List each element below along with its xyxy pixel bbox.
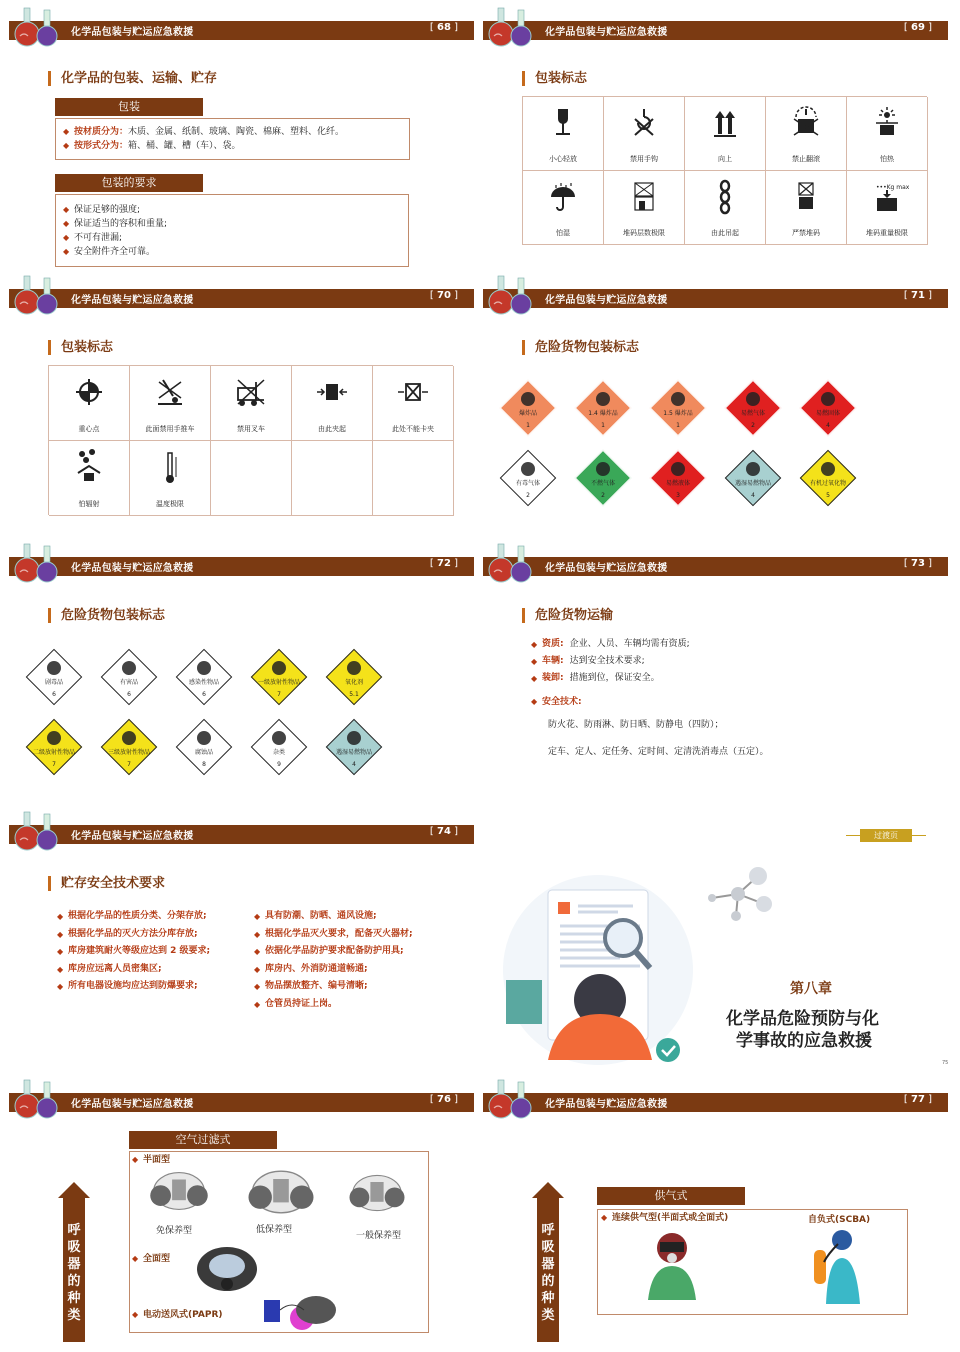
list-item: ◆ 物品摆放整齐、编号清晰; — [253, 978, 468, 996]
side-title-bar: 呼吸器的种类 — [63, 1196, 85, 1342]
mark-caption: 此面禁用手推车 — [145, 425, 195, 433]
hazard-class-number: 7 — [277, 691, 281, 698]
hazard-label: 感染性物品 — [188, 679, 219, 686]
papr-unit-icon — [262, 1284, 342, 1338]
mark-cell — [685, 171, 766, 245]
header-title: 化学品包装与贮运应急救援 — [545, 27, 668, 38]
mark-caption: 向上 — [718, 155, 732, 163]
header-bar — [9, 289, 474, 308]
hazard-symbol-icon — [347, 731, 361, 745]
hazard-label: 有机过氧化物 — [809, 480, 846, 487]
mark-caption: 此处不能卡夹 — [392, 425, 434, 433]
mark-caption: 由此吊起 — [711, 229, 739, 237]
mark-caption: 怕辐射 — [78, 500, 100, 508]
slide-70 — [0, 268, 474, 534]
hazard-class-number: 5 — [826, 492, 830, 499]
hazard-symbol-icon — [197, 661, 211, 675]
full-face-mask-icon — [192, 1244, 262, 1298]
hazard-class-number: 4 — [352, 761, 356, 768]
mark-caption: 温度极限 — [156, 500, 184, 508]
hazard-sign — [101, 719, 157, 775]
list-item — [530, 653, 930, 670]
list-item: ◆ 库房建筑耐火等级应达到 2 级要求; — [56, 943, 256, 961]
item-value: 措施到位，保证安全。 — [569, 673, 660, 683]
hazard-label: 三级放射性物品 — [107, 749, 150, 756]
hazard-symbol-icon — [671, 392, 685, 406]
mark-caption: 禁止翻滚 — [792, 155, 820, 163]
mark-cell — [373, 441, 454, 516]
mark-cell — [523, 97, 604, 171]
slide-heading: 危险货物运输 — [522, 608, 613, 623]
slide-number: [ 72 ] — [430, 558, 458, 569]
chapter-title-line-2: 学事故的应急救援 — [736, 1031, 872, 1051]
slide-73 — [474, 536, 948, 802]
list-item — [62, 139, 403, 153]
hazard-class-number: 1 — [601, 422, 605, 429]
hazard-symbol-icon — [596, 462, 610, 476]
hazard-symbol-icon — [821, 462, 835, 476]
item-key: 资质: — [542, 639, 564, 649]
category-label: ◆ 全面型 — [131, 1252, 170, 1266]
hazard-class-number: 6 — [52, 691, 56, 698]
mark-cell — [766, 97, 847, 171]
header-title: 化学品包装与贮运应急救援 — [71, 1099, 194, 1110]
list-item: ◆ 仓管员持证上岗。 — [253, 996, 468, 1014]
hazard-sign — [176, 719, 232, 775]
header-bar — [483, 557, 948, 576]
storage-list-left — [56, 908, 256, 996]
slide-heading: 包装标志 — [48, 340, 113, 355]
hazard-sign — [176, 649, 232, 705]
mark-cell — [604, 171, 685, 245]
item-key: 车辆: — [542, 656, 564, 666]
list-item — [530, 670, 930, 687]
list-item: ◆ 库房应远离人员密集区; — [56, 961, 256, 979]
hazard-symbol-icon — [122, 661, 136, 675]
mark-caption: 怕热 — [880, 155, 894, 163]
slide-heading: 危险货物包装标志 — [48, 608, 165, 623]
hazard-class-number: 1 — [526, 422, 530, 429]
header-title: 化学品包装与贮运应急救援 — [71, 27, 194, 38]
hazard-class-number: 5.1 — [349, 691, 359, 698]
header-bar — [483, 21, 948, 40]
hazard-class-number: 7 — [52, 761, 56, 768]
storage-list-right — [253, 908, 468, 1013]
hazard-class-number: 9 — [277, 761, 281, 768]
list-item: ◆ 根据化学品的灭火方法分库存放; — [56, 926, 256, 944]
respirator-label: 一般保养型 — [356, 1231, 402, 1241]
hazard-label: 氧化剂 — [344, 679, 363, 686]
mark-caption: 怕湿 — [556, 229, 570, 237]
mark-cell — [292, 441, 373, 516]
hazard-class-number: 6 — [202, 691, 206, 698]
hazard-symbol-icon — [272, 731, 286, 745]
hazard-label: 遇湿易燃物品 — [734, 480, 771, 487]
hazard-sign — [251, 719, 307, 775]
header-title: 化学品包装与贮运应急救援 — [545, 1099, 668, 1110]
hazard-sign — [326, 649, 382, 705]
package-marks-grid — [522, 96, 927, 245]
hazard-symbol-icon — [821, 392, 835, 406]
hazard-symbol-icon — [272, 661, 286, 675]
hazard-class-number: 7 — [127, 761, 131, 768]
mark-caption: 堆码重量极限 — [866, 229, 908, 237]
mark-cell — [685, 97, 766, 171]
hazard-sign — [575, 450, 631, 506]
list-item: ◆ 不可有泄漏; — [62, 231, 402, 245]
mark-cell — [49, 441, 130, 516]
slide-heading: 贮存安全技术要求 — [48, 876, 165, 891]
list-item: ◆ 依据化学品防护要求配备防护用具; — [253, 943, 468, 961]
flask-logo-icon — [492, 1078, 542, 1120]
item-key: 按材质分为： — [74, 127, 129, 137]
header-title: 化学品包装与贮运应急救援 — [545, 295, 668, 306]
list-item: ◆ 具有防潮、防晒、通风设施; — [253, 908, 468, 926]
hazard-sign — [575, 380, 631, 436]
mark-cell — [373, 366, 454, 441]
slide-number: [ 74 ] — [430, 826, 458, 837]
mark-cell — [604, 97, 685, 171]
transport-list — [530, 636, 930, 757]
hazard-sign — [101, 649, 157, 705]
scba-label: 自负式(SCBA) — [808, 1215, 871, 1225]
mark-cell — [211, 366, 292, 441]
mark-caption: 禁用叉车 — [237, 425, 265, 433]
hazard-sign — [26, 719, 82, 775]
hazard-label: 易燃固体 — [815, 410, 840, 417]
flask-logo-icon — [492, 6, 542, 48]
slide-75 — [474, 804, 948, 1070]
hazard-sign — [800, 380, 856, 436]
list-item: ◆ 根据化学品的性质分类、分架存放; — [56, 908, 256, 926]
category-label: ◆ 半面型 — [131, 1153, 170, 1167]
mark-caption: 小心轻放 — [549, 155, 577, 163]
side-title-bar: 呼吸器的种类 — [537, 1196, 559, 1342]
hazard-label: 有毒气体 — [515, 480, 540, 487]
header-bar — [9, 21, 474, 40]
header-bar — [9, 557, 474, 576]
hazard-class-number: 6 — [127, 691, 131, 698]
list-item — [530, 695, 930, 709]
list-item: ◆ 安全附件齐全可靠。 — [62, 245, 402, 259]
hazard-sign — [725, 380, 781, 436]
slide-76 — [0, 1072, 474, 1338]
slide-number: [ 71 ] — [904, 290, 932, 301]
svg-text:•••Kg max: •••Kg max — [876, 184, 910, 191]
hazard-symbol-icon — [47, 731, 61, 745]
hazard-sign — [650, 450, 706, 506]
section-tag-requirements: 包装的要求 — [55, 174, 203, 192]
scba-firefighter-icon — [808, 1226, 868, 1308]
hazard-label: 腐蚀品 — [194, 749, 213, 756]
slide-71 — [474, 268, 948, 534]
mark-caption: 堆码层数极限 — [623, 229, 665, 237]
hazard-class-number: 2 — [751, 422, 755, 429]
hazard-sign — [26, 649, 82, 705]
mark-cell — [766, 171, 847, 245]
hazard-sign — [725, 450, 781, 506]
hazard-label: 杂类 — [272, 749, 285, 756]
chapter-number: 第八章 — [790, 981, 832, 997]
header-title: 化学品包装与贮运应急救援 — [71, 831, 194, 842]
hazard-symbol-icon — [671, 462, 685, 476]
hazard-label: 1.4 爆炸品 — [588, 410, 618, 417]
item-key: 装卸: — [542, 673, 564, 683]
category-label: ◆ 电动送风式(PAPR) — [131, 1308, 223, 1322]
hazard-symbol-icon — [347, 661, 361, 675]
mark-caption: 禁用手钩 — [630, 155, 658, 163]
header-title: 化学品包装与贮运应急救援 — [71, 563, 194, 574]
hazard-label: 遇湿易燃物品 — [335, 749, 372, 756]
mark-cell — [49, 366, 130, 441]
hazard-symbol-icon — [122, 731, 136, 745]
list-item — [530, 636, 930, 653]
hazard-label: 有害品 — [119, 679, 138, 686]
requirements-box — [55, 194, 409, 267]
packaging-box — [55, 118, 410, 160]
hazard-symbol-icon — [197, 731, 211, 745]
section-tag-air-filter: 空气过滤式 — [129, 1131, 277, 1149]
item-value: 达到安全技术要求; — [569, 656, 645, 666]
list-item: ◆ 所有电器设施均应达到防爆要求; — [56, 978, 256, 996]
slide-heading: 包装标志 — [522, 71, 587, 86]
hazard-symbol-icon — [521, 462, 535, 476]
hazard-sign — [251, 649, 307, 705]
hazard-sign — [650, 380, 706, 436]
list-item: ◆ 库房内、外消防通道畅通; — [253, 961, 468, 979]
item-value: 木质、金属、纸制、玻璃、陶瓷、棉麻、塑料、化纤。 — [128, 127, 345, 137]
list-item — [62, 125, 403, 139]
header-bar — [9, 825, 474, 844]
flask-logo-icon — [18, 6, 68, 48]
mark-cell — [211, 441, 292, 516]
hazard-sign — [326, 719, 382, 775]
header-bar — [483, 1093, 948, 1112]
flask-logo-icon — [18, 274, 68, 316]
hazard-class-number: 2 — [601, 492, 605, 499]
package-marks-grid — [48, 365, 453, 515]
item-value: 企业、人员、车辆均需有资质; — [569, 639, 690, 649]
list-item: ◆ 保证适当的容积和重量; — [62, 217, 402, 231]
slide-number: [ 70 ] — [430, 290, 458, 301]
respirator-mask-icon — [238, 1166, 324, 1222]
hazard-sign — [500, 380, 556, 436]
hazard-label: 易燃液体 — [665, 480, 690, 487]
list-item: ◆ 保证足够的强度; — [62, 203, 402, 217]
hazard-symbol-icon — [596, 392, 610, 406]
item-key: 按形式分为： — [74, 141, 129, 151]
slide-77 — [474, 1072, 948, 1338]
hazard-symbol-icon — [521, 392, 535, 406]
hazard-label: 不燃气体 — [590, 480, 615, 487]
reading-person-illustration — [488, 860, 718, 1074]
mark-caption: 重心点 — [78, 425, 100, 433]
slide-72 — [0, 536, 474, 802]
mark-cell — [292, 366, 373, 441]
item-key: 安全技术: — [542, 697, 582, 707]
item-value: 箱、桶、罐、槽（车）、袋。 — [128, 141, 241, 151]
respirator-mask-icon — [144, 1168, 214, 1218]
mark-caption: 由此夹起 — [318, 425, 346, 433]
header-bar — [9, 1093, 474, 1112]
chapter-title-line-1: 化学品危险预防与化 — [726, 1009, 879, 1029]
header-bar — [483, 289, 948, 308]
mark-cell — [523, 171, 604, 245]
slide-74 — [0, 804, 474, 1070]
mark-cell — [130, 441, 211, 516]
hazard-label: 剧毒品 — [44, 679, 63, 686]
slide-68 — [0, 0, 474, 266]
slide-heading: 危险货物包装标志 — [522, 340, 639, 355]
flask-logo-icon — [18, 1078, 68, 1120]
slide-number: [ 76 ] — [430, 1094, 458, 1105]
flask-logo-icon — [18, 542, 68, 584]
respirator-label: 免保养型 — [156, 1226, 193, 1236]
slide-heading: 化学品的包装、运输、贮存 — [48, 71, 217, 86]
respirator-mask-icon — [344, 1168, 410, 1222]
section-tag-packaging: 包装 — [55, 98, 203, 116]
slide-number: 75 — [942, 1060, 949, 1066]
tech-line-2: 定车、定人、定任务、定时间、定清洗消毒点（五定）。 — [548, 747, 769, 757]
slide-number: [ 73 ] — [904, 558, 932, 569]
hazard-class-number: 2 — [526, 492, 530, 499]
mark-cell — [847, 171, 928, 245]
hazard-sign — [800, 450, 856, 506]
flask-logo-icon — [492, 542, 542, 584]
hazard-symbol-icon — [47, 661, 61, 675]
respirator-label: 低保养型 — [256, 1225, 293, 1235]
list-item: ◆ 根据化学品灭火要求，配备灭火器材; — [253, 926, 468, 944]
tech-line-1: 防火花、防雨淋、防日晒、防静电（四防）； — [548, 720, 724, 730]
hazard-class-number: 4 — [751, 492, 755, 499]
hazard-symbol-icon — [746, 392, 760, 406]
hazard-label: 1.5 爆炸品 — [663, 410, 693, 417]
person-with-mask-icon — [642, 1228, 702, 1304]
slide-69 — [474, 0, 948, 266]
slide-number: [ 77 ] — [904, 1094, 932, 1105]
continuous-flow-label: ◆ 连续供气型(半面式或全面式) — [600, 1211, 728, 1225]
slide-number: [ 68 ] — [430, 22, 458, 33]
hazard-label: 易燃气体 — [740, 410, 765, 417]
molecule-icon — [698, 864, 778, 928]
hazard-label: 一级放射性物品 — [257, 679, 300, 686]
hazard-class-number: 1 — [676, 422, 680, 429]
hazard-symbol-icon — [746, 462, 760, 476]
hazard-class-number: 3 — [676, 492, 680, 499]
hazard-label: 二级放射性物品 — [32, 749, 75, 756]
hazard-class-number: 8 — [202, 761, 206, 768]
header-title: 化学品包装与贮运应急救援 — [71, 295, 194, 306]
slide-number: [ 69 ] — [904, 22, 932, 33]
hazard-label: 爆炸品 — [518, 410, 537, 417]
flask-logo-icon — [492, 274, 542, 316]
hazard-sign — [500, 450, 556, 506]
mark-caption: 严禁堆码 — [792, 229, 820, 237]
hazard-class-number: 4 — [826, 422, 830, 429]
flask-logo-icon — [18, 810, 68, 852]
transition-badge: 过渡页 — [860, 829, 912, 842]
mark-cell — [847, 97, 928, 171]
header-title: 化学品包装与贮运应急救援 — [545, 563, 668, 574]
section-tag-supplied-air: 供气式 — [597, 1187, 745, 1205]
mark-cell — [130, 366, 211, 441]
